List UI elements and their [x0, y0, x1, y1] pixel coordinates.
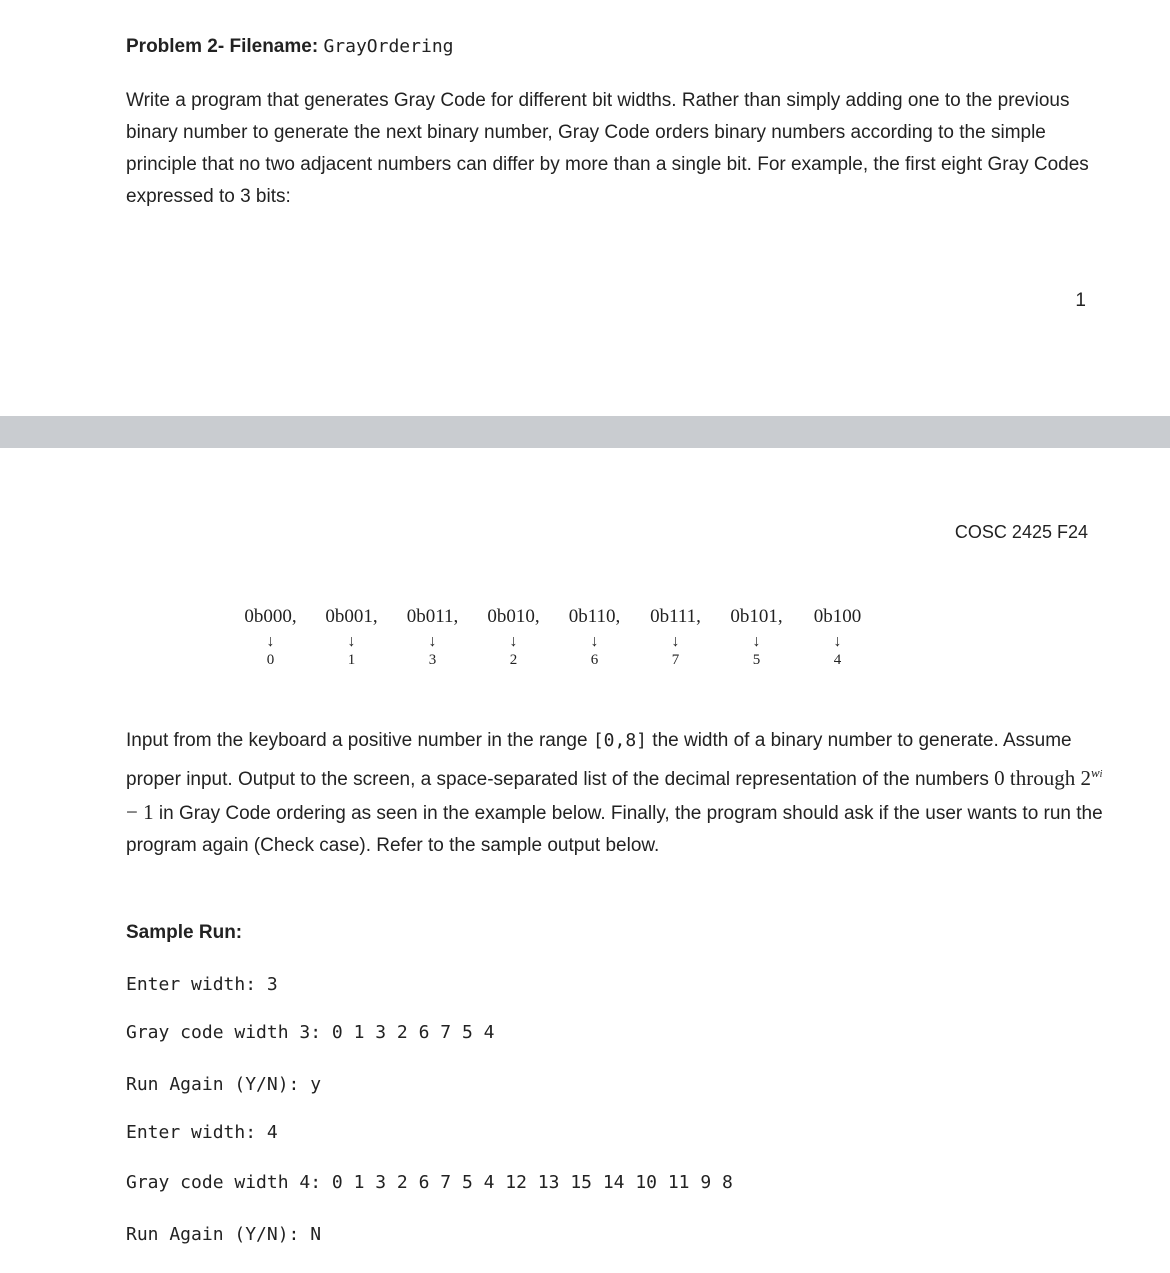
decimal-value: 0 [266, 652, 275, 668]
console-line: Enter width: 4 [126, 1122, 278, 1143]
down-arrow-icon: ↓ [347, 633, 356, 650]
binary-code: 0b000, [244, 606, 297, 627]
gray-code-item [635, 606, 716, 668]
instructions-text: in Gray Code ordering as seen in the example below. Finally, the program should ask if the user wants to run the program again (Check case). Refer to the sample output below. [126, 803, 1103, 856]
console-line: Gray code width 4: 0 1 3 2 6 7 5 4 12 13 15 14 10 11 9 8 [126, 1172, 733, 1193]
heading-filename: GrayOrdering [323, 36, 454, 57]
instructions-paragraph [126, 725, 1106, 862]
gray-code-item [392, 606, 473, 668]
instructions-text: the width of a binary number to generate. Assume proper input. Output to the screen, a space-separated list of the decimal representation of the numbers [126, 730, 1072, 790]
decimal-value: 2 [509, 652, 518, 668]
sample-run-title: Sample Run: [126, 922, 243, 943]
down-arrow-icon: ↓ [671, 633, 680, 650]
gray-code-item [716, 606, 797, 668]
decimal-value: 7 [671, 652, 680, 668]
down-arrow-icon: ↓ [509, 633, 518, 650]
decimal-value: 4 [833, 652, 842, 668]
down-arrow-icon: ↓ [590, 633, 599, 650]
math-suffix: − 1 [126, 800, 154, 824]
gray-code-item [311, 606, 392, 668]
intro-paragraph: Write a program that generates Gray Code for different bit widths. Rather than simply adding one to the previous binary number to generate the next binary number, Gray Code orders binary numbers according to the simple principle that no two adjacent numbers can differ by more than a single bit. For example, the first eight Gray Codes expressed to 3 bits: [126, 90, 1089, 207]
gray-code-item [554, 606, 635, 668]
binary-code: 0b100 [813, 606, 862, 627]
binary-code: 0b010, [487, 606, 540, 627]
binary-code: 0b111, [650, 606, 701, 627]
page-number: 1 [1075, 290, 1086, 311]
binary-code: 0b101, [730, 606, 783, 627]
decimal-value: 3 [428, 652, 437, 668]
console-line: Run Again (Y/N): N [126, 1224, 322, 1245]
console-line: Run Again (Y/N): y [126, 1074, 322, 1095]
binary-code: 0b110, [568, 606, 621, 627]
heading-label: Problem 2- Filename: [126, 36, 319, 57]
decimal-value: 5 [752, 652, 761, 668]
math-prefix: 0 through 2 [994, 766, 1091, 790]
page-separator [0, 416, 1170, 448]
math-subscript: i [1099, 769, 1103, 780]
course-header: COSC 2425 F24 [954, 522, 1088, 542]
binary-code: 0b001, [325, 606, 378, 627]
down-arrow-icon: ↓ [833, 633, 842, 650]
console-line: Gray code width 3: 0 1 3 2 6 7 5 4 [126, 1022, 495, 1043]
problem-heading [126, 36, 454, 58]
decimal-value: 1 [347, 652, 356, 668]
down-arrow-icon: ↓ [266, 633, 275, 650]
instructions-text: Input from the keyboard a positive number in the range [126, 730, 593, 751]
console-line: Enter width: 3 [126, 974, 278, 995]
gray-code-item [473, 606, 554, 668]
down-arrow-icon: ↓ [428, 633, 437, 650]
decimal-value: 6 [590, 652, 599, 668]
gray-code-item [797, 606, 878, 668]
down-arrow-icon: ↓ [752, 633, 761, 650]
math-exponent: wi [1091, 765, 1103, 780]
gray-code-item [230, 606, 311, 668]
range-code: [0,8] [592, 730, 648, 751]
binary-code: 0b011, [406, 606, 459, 627]
gray-code-example [230, 606, 880, 686]
